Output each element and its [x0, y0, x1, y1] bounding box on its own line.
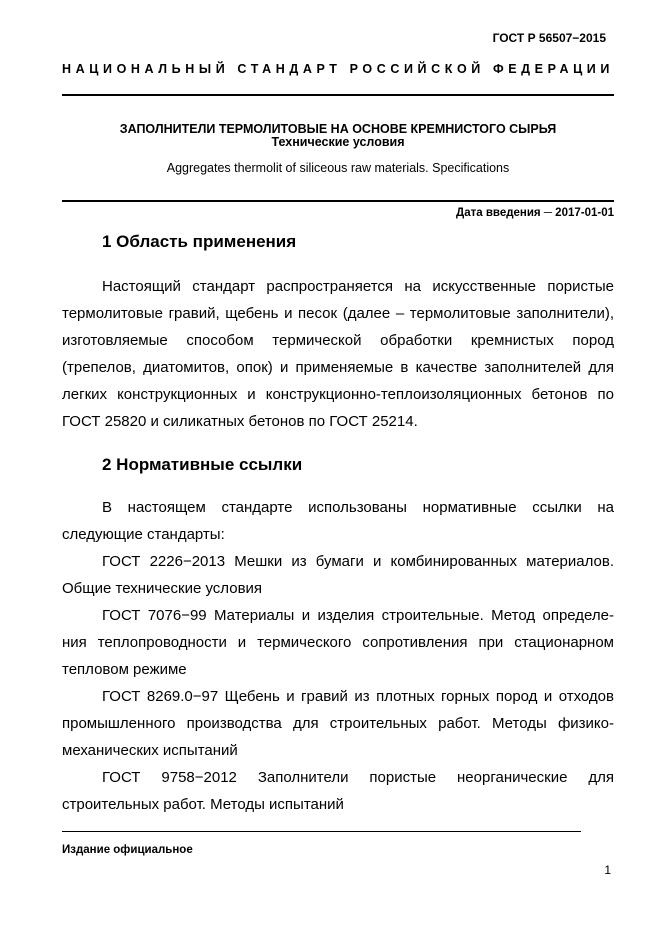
doc-number: ГОСТ Р 56507−2015 [492, 31, 606, 45]
introduction-date: Дата введения ─ 2017-01-01 [456, 207, 614, 219]
national-standard-title: НАЦИОНАЛЬНЫЙ СТАНДАРТ РОССИЙСКОЙ ФЕДЕРАЦИИ [62, 62, 614, 76]
footer-divider [62, 831, 581, 832]
page-number: 1 [604, 863, 611, 877]
reference-item: ГОСТ 8269.0−97 Щебень и гравий из плотных горных пород и отходов промышленного производства для строительных работ. Методы физико-механических испытаний [62, 688, 614, 759]
document-subtitle: Технические условия [271, 135, 405, 149]
references-intro: В настоящем стандарте использованы нормативные ссылки на следующие стандарты: [62, 499, 614, 543]
header-divider [62, 94, 614, 96]
section-2-heading: 2 Нормативные ссылки [102, 455, 303, 474]
title-divider [62, 200, 614, 202]
reference-item: ГОСТ 2226−2013 Мешки из бумаги и комбинированных материалов. Общие технические условия [62, 553, 614, 597]
reference-item: ГОСТ 7076−99 Материалы и изделия строительные. Метод определе-ния теплопроводности и термического сопротивления при стационарном тепловом режиме [62, 607, 614, 678]
section-2-body [62, 494, 614, 818]
document-title: ЗАПОЛНИТЕЛИ ТЕРМОЛИТОВЫЕ НА ОСНОВЕ КРЕМНИСТОГО СЫРЬЯ [119, 122, 557, 136]
document-title-english: Aggregates thermolit of siliceous raw materials. Specifications [166, 161, 510, 175]
official-edition-label: Издание официальное [62, 844, 193, 856]
section-1-heading: 1 Область применения [102, 232, 297, 251]
section-1-body [62, 273, 614, 435]
scope-paragraph: Настоящий стандарт распространяется на искусственные пористые термолитовые гравий, щебень и песок (далее – термолитовые заполнители), изготовляемые способом термической обработки кремнистых пород (трепелов, диатомитов, опок) и применяемые в качестве заполнителей для легких конструкционных и конструкционно-теплоизоляционных бетонов по ГОСТ 25820 и силикатных бетонов по ГОСТ 25214. [62, 278, 614, 430]
reference-item: ГОСТ 9758−2012 Заполнители пористые неорганические для строительных работ. Методы испытаний [62, 769, 614, 813]
